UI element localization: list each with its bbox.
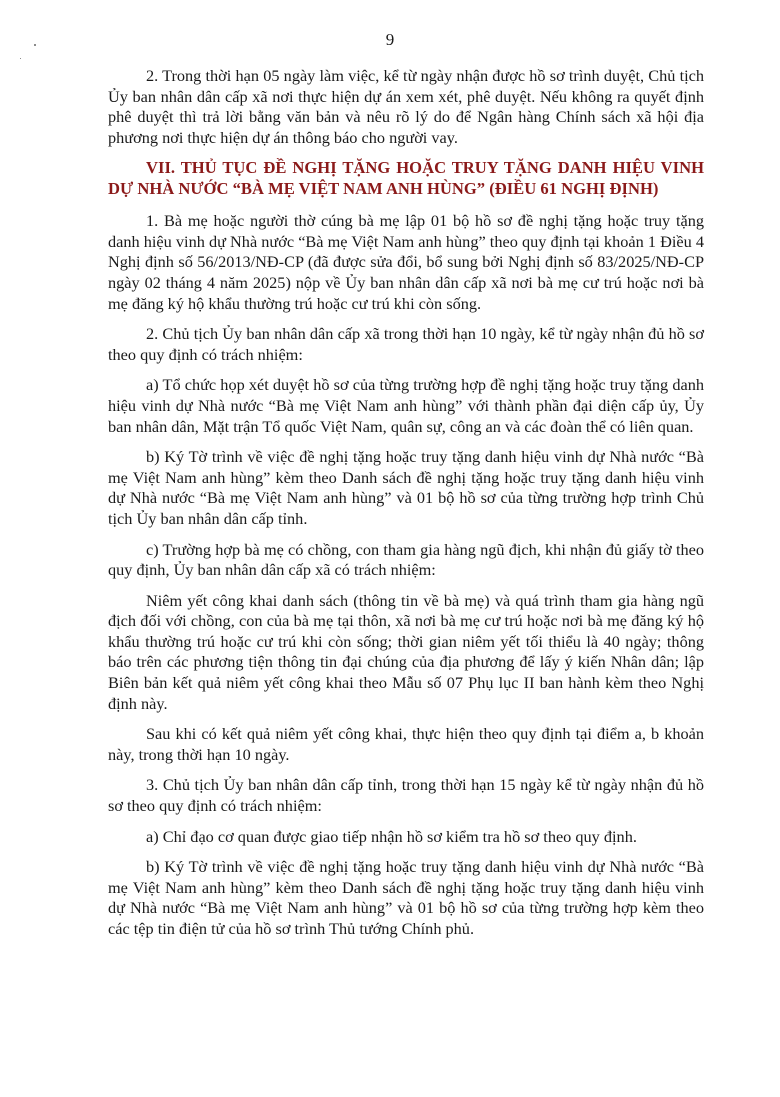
paragraph: 3. Chủ tịch Ủy ban nhân dân cấp tỉnh, trong thời hạn 15 ngày kể từ ngày nhận đủ hồ sơ theo quy định có trách nhiệm:: [108, 775, 704, 816]
paragraph: c) Trường hợp bà mẹ có chồng, con tham gia hàng ngũ địch, khi nhận đủ giấy tờ theo quy định, Ủy ban nhân dân cấp xã có trách nhiệm:: [108, 539, 704, 580]
scan-speck: [20, 58, 21, 59]
paragraph: 1. Bà mẹ hoặc người thờ cúng bà mẹ lập 01 bộ hồ sơ đề nghị tặng hoặc truy tặng danh hiệu vinh dự Nhà nước “Bà mẹ Việt Nam anh hùng” theo quy định tại khoản 1 Điều 4 Nghị định số 56/2013/NĐ-CP (đã được sửa đổi, bổ sung bởi Nghị định số 83/2025/NĐ-CP ngày 02 tháng 4 năm 2025) nộp về Ủy ban nhân dân cấp xã nơi bà mẹ cư trú hoặc nơi bà mẹ đăng ký hộ khẩu thường trú hoặc cư trú khi còn sống.: [108, 211, 704, 313]
paragraph: Sau khi có kết quả niêm yết công khai, thực hiện theo quy định tại điểm a, b khoản này, trong thời hạn 10 ngày.: [108, 724, 704, 764]
paragraph: a) Tổ chức họp xét duyệt hồ sơ của từng trường hợp đề nghị tặng hoặc truy tặng danh hiệu vinh dự Nhà nước “Bà mẹ Việt Nam anh hùng” với thành phần đại diện cấp ủy, Ủy ban nhân dân, Mặt trận Tổ quốc Việt Nam, quân sự, công an và các đoàn thể có liên quan.: [108, 375, 704, 436]
paragraph: 2. Chủ tịch Ủy ban nhân dân cấp xã trong thời hạn 10 ngày, kể từ ngày nhận đủ hồ sơ theo quy định có trách nhiệm:: [108, 324, 704, 364]
paragraph: a) Chỉ đạo cơ quan được giao tiếp nhận hồ sơ kiểm tra hồ sơ theo quy định.: [146, 826, 637, 846]
paragraph: b) Ký Tờ trình về việc đề nghị tặng hoặc truy tặng danh hiệu vinh dự Nhà nước “Bà mẹ Việt Nam anh hùng” kèm theo Danh sách đề nghị tặng hoặc truy tặng danh hiệu vinh dự Nhà nước “Bà mẹ Việt Nam anh hùng” và 01 bộ hồ sơ của từng trường hợp trình Chủ tịch Ủy ban nhân dân cấp tỉnh.: [108, 447, 704, 528]
scan-speck: [34, 44, 36, 46]
document-body: [108, 66, 704, 946]
paragraph: 2. Trong thời hạn 05 ngày làm việc, kể từ ngày nhận được hồ sơ trình duyệt, Chủ tịch Ủy ban nhân dân cấp xã nơi thực hiện dự án xem xét, phê duyệt. Nếu không ra quyết định phê duyệt thì trả lời bằng văn bản và nêu rõ lý do để Ngân hàng Chính sách xã hội địa phương nơi thực hiện dự án thông báo cho người vay.: [108, 66, 704, 147]
paragraph: Niêm yết công khai danh sách (thông tin về bà mẹ) và quá trình tham gia hàng ngũ địch đối với chồng, con của bà mẹ tại thôn, xã nơi bà mẹ cư trú hoặc nơi bà mẹ đăng ký hộ khẩu thường trú hoặc cư trú khi còn sống; thời gian niêm yết tối thiểu là 40 ngày; thông báo trên các phương tiện thông tin đại chúng của địa phương để lấy ý kiến Nhân dân; lập Biên bản kết quả niêm yết công khai theo Mẫu số 07 Phụ lục II ban hành kèm theo Nghị định này.: [108, 590, 704, 713]
page-number: 9: [385, 30, 395, 49]
section-heading: VII. THỦ TỤC ĐỀ NGHỊ TẶNG HOẶC TRUY TẶNG DANH HIỆU VINH DỰ NHÀ NƯỚC “BÀ MẸ VIỆT NAM ANH HÙNG” (ĐIỀU 61 NGHỊ ĐỊNH): [108, 158, 704, 198]
paragraph: b) Ký Tờ trình về việc đề nghị tặng hoặc truy tặng danh hiệu vinh dự Nhà nước “Bà mẹ Việt Nam anh hùng” kèm theo Danh sách đề nghị tặng hoặc truy tặng danh hiệu vinh dự Nhà nước “Bà mẹ Việt Nam anh hùng” và 01 bộ hồ sơ của từng trường hợp kèm theo các tệp tin điện tử của hồ sơ trình Thủ tướng Chính phủ.: [108, 857, 704, 938]
